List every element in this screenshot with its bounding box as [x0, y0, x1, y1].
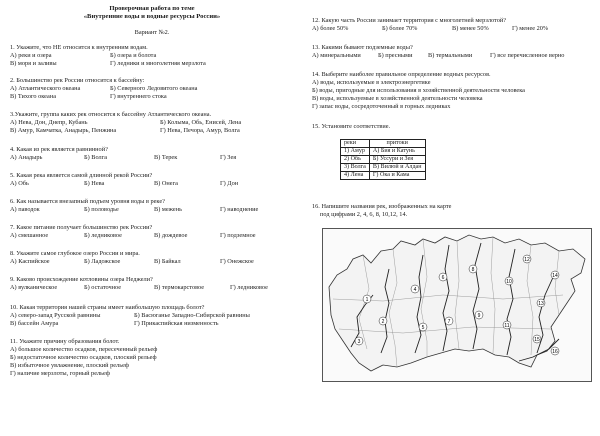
answer-a[interactable]: А) Анадырь [10, 154, 43, 161]
answer-a[interactable]: А) смешанное [10, 232, 49, 239]
question-text: 10. Какая территория нашей страны имеет наибольшую площадь болот? [10, 304, 205, 311]
answer-b[interactable]: Б) Нева [84, 180, 105, 187]
answer-c[interactable]: В) Онега [154, 180, 178, 187]
answer-b[interactable]: Б) Волга [84, 154, 108, 161]
tributary-cell: В) Вилюй и Алдан [369, 164, 425, 172]
answer-a[interactable]: А) реки и озера [10, 52, 52, 59]
question-text: 13. Какими бывают подземные воды? [312, 44, 413, 51]
question-text: 6. Как называется внезапный подъем уровня воды в реке? [10, 198, 165, 205]
question-text: 1. Укажите, что НЕ относится к внутренним водам. [10, 44, 148, 51]
header-rivers: реки [341, 140, 370, 148]
marker-label-7: 7 [447, 319, 451, 325]
marker-label-3: 3 [357, 339, 361, 345]
answer-c[interactable]: В) бассейн Амура [10, 320, 59, 327]
header-tributaries: притоки [369, 140, 425, 148]
answer-b[interactable]: Б) ледниковое [84, 232, 122, 239]
matching-table [340, 139, 426, 180]
russia-rivers-map [322, 228, 592, 382]
title-line-1: Проверочная работа по теме [109, 5, 195, 12]
question-text: 4. Какая из рек является равнинной? [10, 146, 108, 153]
question-text-line-2: под цифрами 2, 4, 6, 8, 10,12, 14. [320, 211, 408, 218]
answer-c[interactable]: В) менее 50% [452, 25, 489, 32]
answer-d[interactable]: Г) Прикаспийская низменность [134, 320, 219, 327]
answer-a[interactable]: А) Каспийское [10, 258, 50, 265]
marker-label-1: 1 [365, 297, 369, 303]
answer-c[interactable]: В) избыточное увлажнение, плоский рельеф [10, 362, 130, 369]
answer-c[interactable]: В) дождевое [154, 232, 188, 239]
answer-b[interactable]: Б) более 70% [382, 25, 418, 32]
answer-b[interactable]: Б) Колыма, Обь, Енисей, Лена [160, 119, 242, 126]
marker-label-15: 15 [534, 337, 540, 343]
title-line-2: «Внутренние воды и водные ресурсы России» [83, 13, 221, 20]
answer-c[interactable]: В) Амур, Камчатка, Анадырь, Пенжина [10, 127, 117, 134]
answer-c[interactable]: В) термальными [428, 52, 473, 59]
answer-a[interactable]: А) вулканическое [10, 284, 58, 291]
answer-a[interactable]: А) воды, используемые в электроэнергетике [312, 79, 431, 86]
answer-c[interactable]: В) моря и заливы [10, 60, 57, 67]
answer-a[interactable]: А) паводок [10, 206, 40, 213]
question-text: 14. Выберите наиболее правильное определение водных ресурсов. [312, 71, 491, 78]
answer-d[interactable]: Г) менее 20% [512, 25, 549, 32]
answer-b[interactable]: Б) пресными [378, 52, 413, 59]
marker-label-9: 9 [477, 313, 481, 319]
marker-label-2: 2 [381, 319, 385, 325]
answer-b[interactable]: Б) половодье [84, 206, 119, 213]
answer-a[interactable]: А) северо-запад Русской равнины [10, 312, 101, 319]
answer-a[interactable]: А) Атлантического океана [10, 85, 81, 92]
marker-label-6: 6 [441, 275, 445, 281]
marker-label-16: 16 [552, 349, 558, 355]
river-cell: 1) Амур [341, 148, 370, 156]
table-row [341, 164, 426, 172]
answer-d[interactable]: Г) Нева, Печора, Амур, Волга [160, 127, 240, 134]
table-row [341, 148, 426, 156]
answer-d[interactable]: Г) подземное [220, 232, 256, 239]
marker-label-4: 4 [413, 287, 417, 293]
answer-a[interactable]: А) Нева, Дон, Днепр, Кубань [10, 119, 88, 126]
answer-a[interactable]: А) более 50% [312, 25, 349, 32]
answer-b[interactable]: Б) воды, пригодные для использования в хозяйственной деятельности человека [312, 87, 525, 94]
answer-b[interactable]: Б) Ладожское [84, 258, 121, 265]
tributary-cell: Г) Ока и Кама [369, 172, 425, 180]
answer-d[interactable]: Г) все перечисленное верно [490, 52, 565, 59]
marker-label-12: 12 [524, 257, 530, 263]
answer-d[interactable]: Г) наличие мерзлоты, горный рельеф [10, 370, 110, 377]
marker-label-14: 14 [552, 273, 558, 279]
answer-b[interactable]: Б) недостаточное количество осадков, плоский рельеф [10, 354, 157, 361]
answer-d[interactable]: Г) Зея [220, 154, 237, 161]
map-svg [323, 229, 591, 381]
tributary-cell: Б) Уссури и Зея [369, 156, 425, 164]
answer-b[interactable]: Б) Васюганье Западно-Сибирской равнины [134, 312, 250, 319]
answer-c[interactable]: В) Тихого океана [10, 93, 57, 100]
answer-d[interactable]: Г) ледники и многолетняя мерзлота [110, 60, 206, 67]
answer-b[interactable]: Б) озера и болота [110, 52, 157, 59]
answer-a[interactable]: А) Обь [10, 180, 29, 187]
marker-label-5: 5 [421, 325, 425, 331]
answer-d[interactable]: Г) Онежское [220, 258, 254, 265]
table-row [341, 156, 426, 164]
question-text: 12. Какую часть России занимает территория с многолетней мерзлотой? [312, 17, 507, 24]
marker-label-8: 8 [471, 267, 475, 273]
river-cell: 3) Волга [341, 164, 370, 172]
tributary-cell: А) Бия и Катунь [369, 148, 425, 156]
question-text: 11. Укажите причину образования болот. [10, 338, 120, 345]
answer-a[interactable]: А) большое количество осадков, пересеченный рельеф [10, 346, 158, 353]
marker-label-11: 11 [504, 323, 510, 329]
answer-d[interactable]: Г) запас воды, сосредоточенный в горных ледниках [312, 103, 451, 110]
table-row [341, 172, 426, 180]
answer-d[interactable]: Г) наводнение [220, 206, 259, 213]
question-text: 9. Каково происхождение котловины озера Неджели? [10, 276, 153, 283]
question-text: 3.Укажите, группа каких рек относится к бассейну Атлантического океана. [10, 111, 212, 118]
variant-label: Вариант №2. [134, 29, 170, 36]
answer-c[interactable]: В) межень [154, 206, 182, 213]
answer-c[interactable]: В) термокарстовое [154, 284, 205, 291]
marker-label-13: 13 [538, 301, 544, 307]
answer-d[interactable]: Г) внутреннего стока [110, 93, 167, 100]
answer-c[interactable]: В) Байкал [154, 258, 181, 265]
question-text: 5. Какая река является самой длинной рекой России? [10, 172, 153, 179]
answer-c[interactable]: В) Терек [154, 154, 178, 161]
answer-b[interactable]: Б) остаточное [84, 284, 122, 291]
question-text: 7. Какое питание получает большинство рек России? [10, 224, 153, 231]
question-text: 15. Установите соответствие. [312, 123, 391, 130]
river-cell: 4) Лена [341, 172, 370, 180]
answer-d[interactable]: Г) ледниковое [230, 284, 268, 291]
answer-b[interactable]: Б) Северного Ледовитого океана [110, 85, 198, 92]
question-text: 8. Укажите самое глубокое озеро России и мира. [10, 250, 140, 257]
answer-a[interactable]: А) минеральными [312, 52, 361, 59]
answer-c[interactable]: В) воды, используемые в хозяйственной деятельности человека [312, 95, 483, 102]
river-cell: 2) Обь [341, 156, 370, 164]
question-text-line-1: 16. Напишите названия рек, изображенных на карте [312, 203, 452, 210]
question-text: 2. Большинство рек России относится к бассейну: [10, 77, 145, 84]
table-header-row [341, 140, 426, 148]
marker-label-10: 10 [506, 279, 512, 285]
answer-d[interactable]: Г) Дон [220, 180, 239, 187]
